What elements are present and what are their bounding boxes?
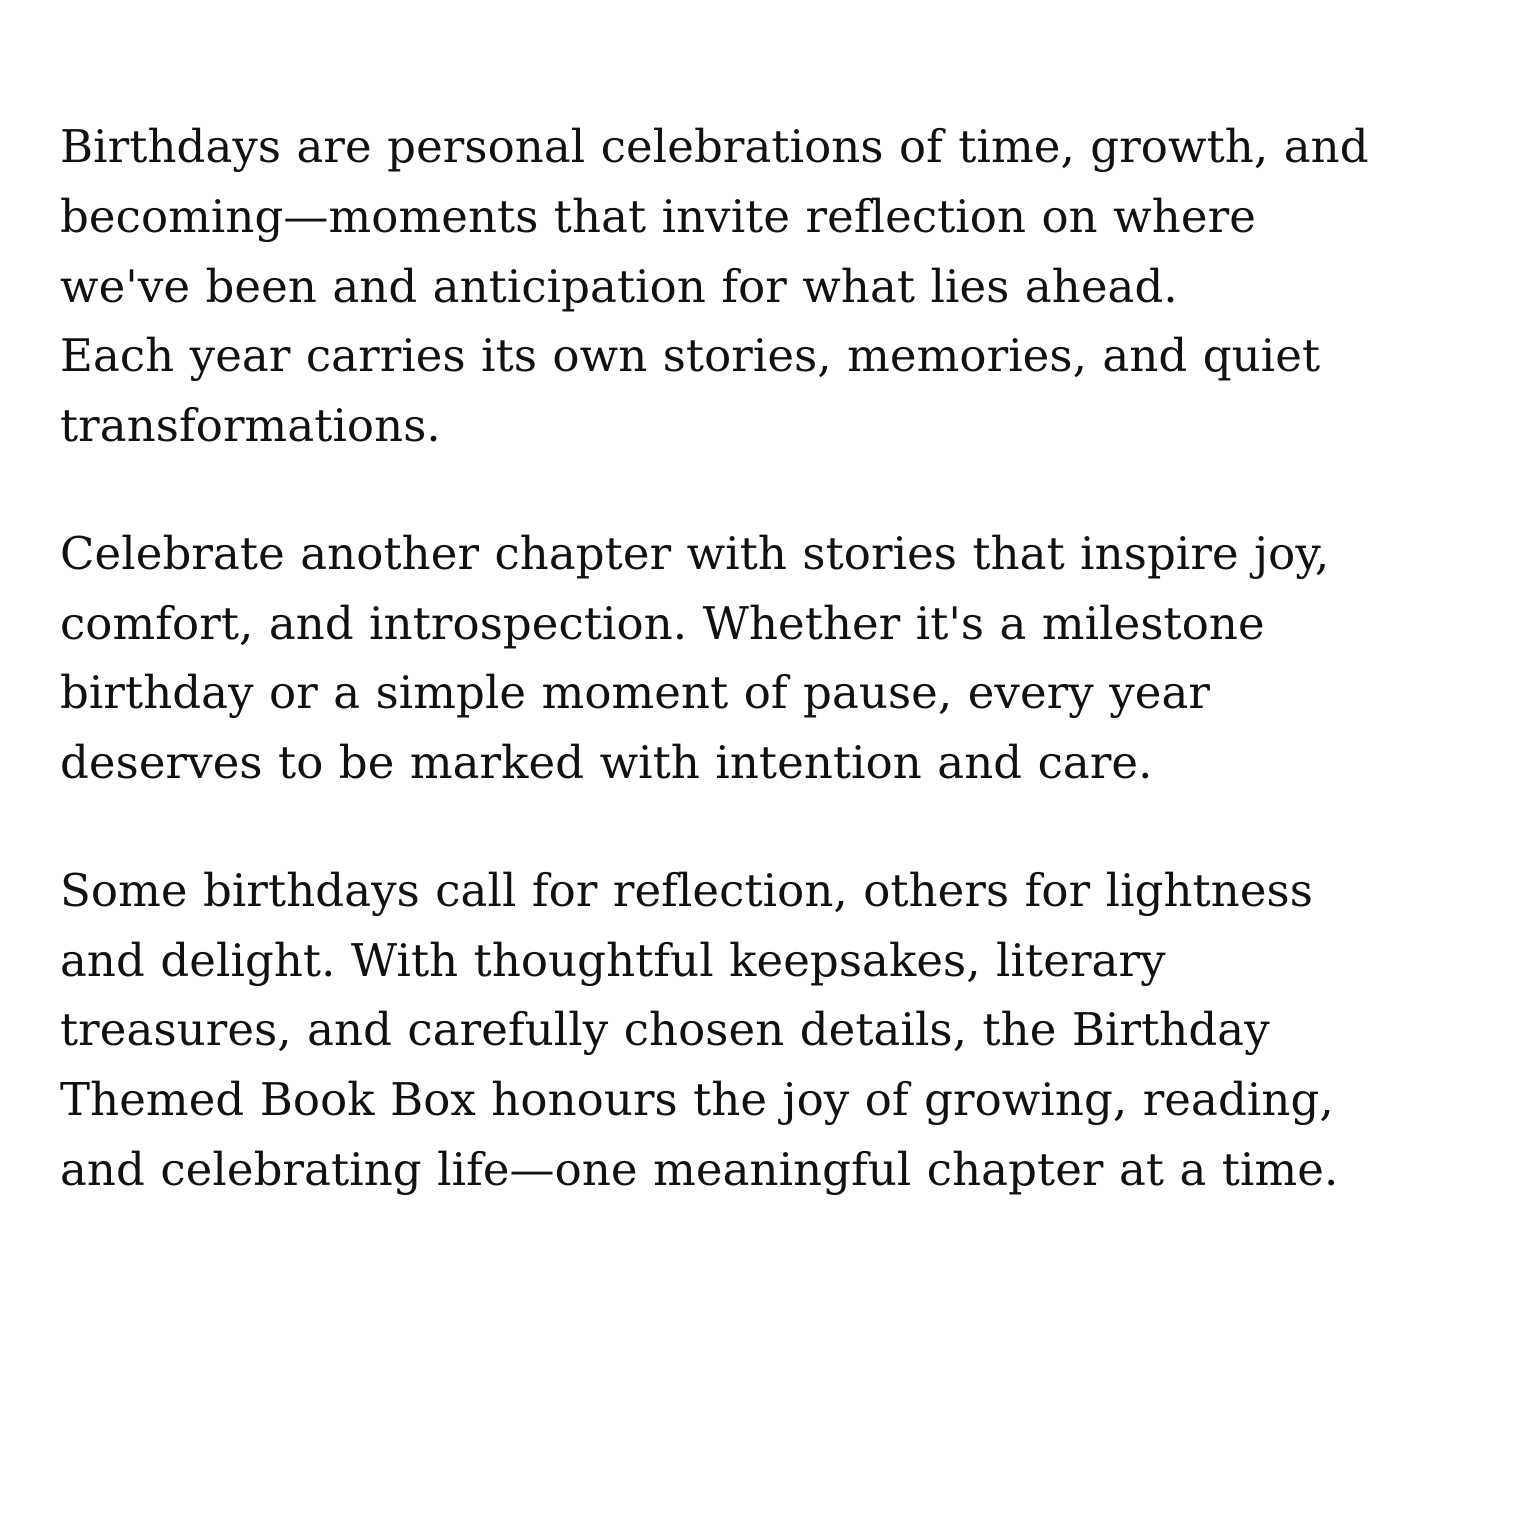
text-line: deserves to be marked with intention and care.	[60, 736, 1153, 789]
text-line: Each year carries its own stories, memories, and quiet	[60, 329, 1321, 383]
paragraph-2	[60, 519, 1425, 798]
text-line: transformations.	[60, 399, 441, 452]
text-line: Themed Book Box honours the joy of growing, reading,	[60, 1073, 1334, 1126]
text-line: Birthdays are personal celebrations of time, growth, and	[60, 120, 1369, 173]
text-line: becoming—moments that invite reflection on where	[60, 189, 1256, 243]
text-line: comfort, and introspection. Whether it's a milestone	[60, 596, 1265, 650]
text-line: birthday or a simple moment of pause, every year	[60, 666, 1211, 720]
text-line: treasures, and carefully chosen details, the Birthday	[60, 1003, 1270, 1057]
text-line: we've been and anticipation for what lies ahead.	[60, 259, 1178, 313]
text-line: Celebrate another chapter with stories that inspire joy,	[60, 526, 1330, 580]
text-line: and delight. With thoughtful keepsakes, literary	[60, 933, 1166, 987]
paragraph-3	[60, 856, 1425, 1205]
text-line: and celebrating life—one meaningful chapter at a time.	[60, 1142, 1339, 1196]
paragraph-1	[60, 112, 1425, 461]
document-body	[60, 112, 1425, 1205]
text-line: Some birthdays call for reflection, others for lightness	[60, 863, 1313, 917]
